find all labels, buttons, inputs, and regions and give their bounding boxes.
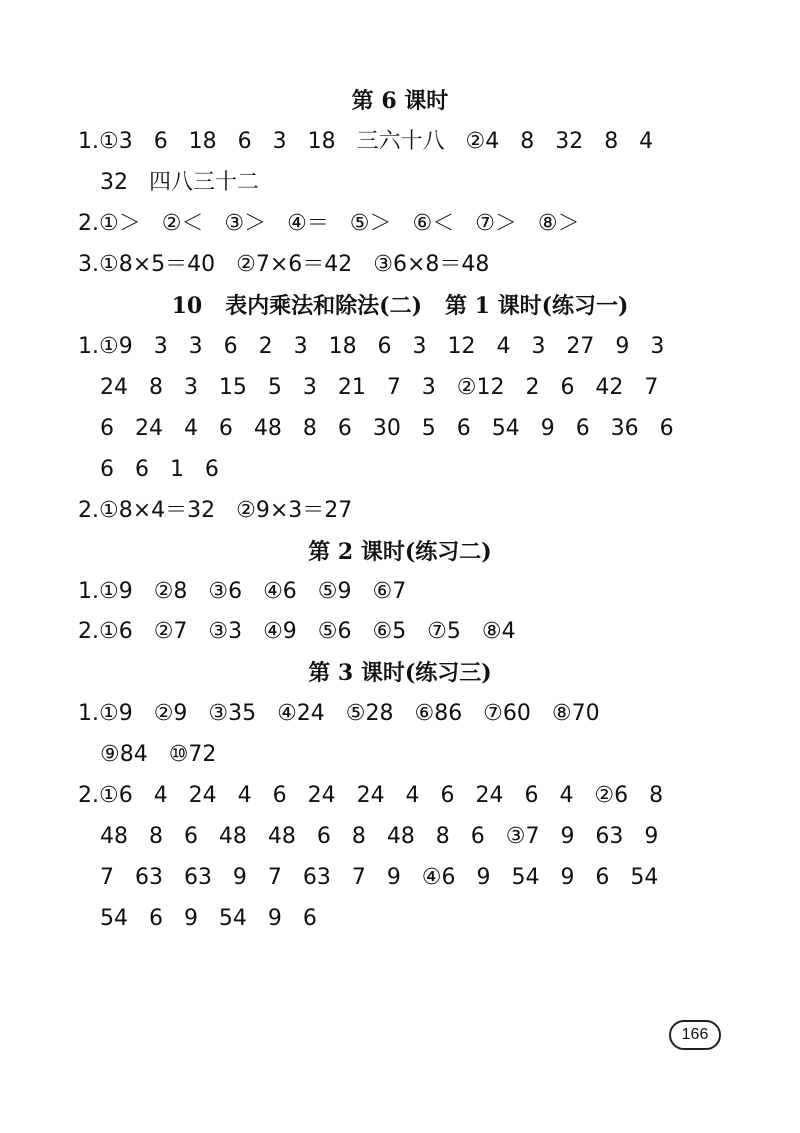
answer-line: 3.①8×5＝40 ②7×6＝42 ③6×8＝48 <box>78 252 490 277</box>
section-heading-lesson-2: 第 2 课时(练习二) <box>308 539 492 565</box>
answer-line: 54 6 9 54 9 6 <box>100 906 317 931</box>
answer-line: 7 63 63 9 7 63 7 9 ④6 9 54 9 6 54 <box>100 865 659 890</box>
section-heading-lesson-3: 第 3 课时(练习三) <box>308 660 492 686</box>
answer-line: 1.①9 3 3 6 2 3 18 6 3 12 4 3 27 9 3 <box>78 334 665 359</box>
answer-line: 32 四八三十二 <box>100 170 259 195</box>
answer-line: ⑨84 ⑩72 <box>100 742 217 767</box>
answer-line: 1.①9 ②9 ③35 ④24 ⑤28 ⑥86 ⑦60 ⑧70 <box>78 701 600 726</box>
answer-line: 6 24 4 6 48 8 6 30 5 6 54 9 6 36 6 <box>100 416 674 441</box>
answer-line: 24 8 3 15 5 3 21 7 3 ②12 2 6 42 7 <box>100 375 659 400</box>
answer-line: 48 8 6 48 48 6 8 48 8 6 ③7 9 63 9 <box>100 824 659 849</box>
answer-line: 1.①9 ②8 ③6 ④6 ⑤9 ⑥7 <box>78 579 407 604</box>
answer-line: 2.①6 4 24 4 6 24 24 4 6 24 6 4 ②6 8 <box>78 783 664 808</box>
answer-line: 6 6 1 6 <box>100 457 219 482</box>
answer-line: 2.①6 ②7 ③3 ④9 ⑤6 ⑥5 ⑦5 ⑧4 <box>78 619 516 644</box>
section-heading-unit-10-lesson-1: 10 表内乘法和除法(二) 第 1 课时(练习一) <box>171 293 629 319</box>
answer-line: 2.①8×4＝32 ②9×3＝27 <box>78 498 353 523</box>
section-heading-lesson-6: 第 6 课时 <box>351 88 449 114</box>
answer-line: 2.①＞ ②＜ ③＞ ④＝ ⑤＞ ⑥＜ ⑦＞ ⑧＞ <box>78 211 580 236</box>
answer-line: 1.①3 6 18 6 3 18 三六十八 ②4 8 32 8 4 <box>78 129 654 154</box>
page-number: 166 <box>669 1020 721 1050</box>
